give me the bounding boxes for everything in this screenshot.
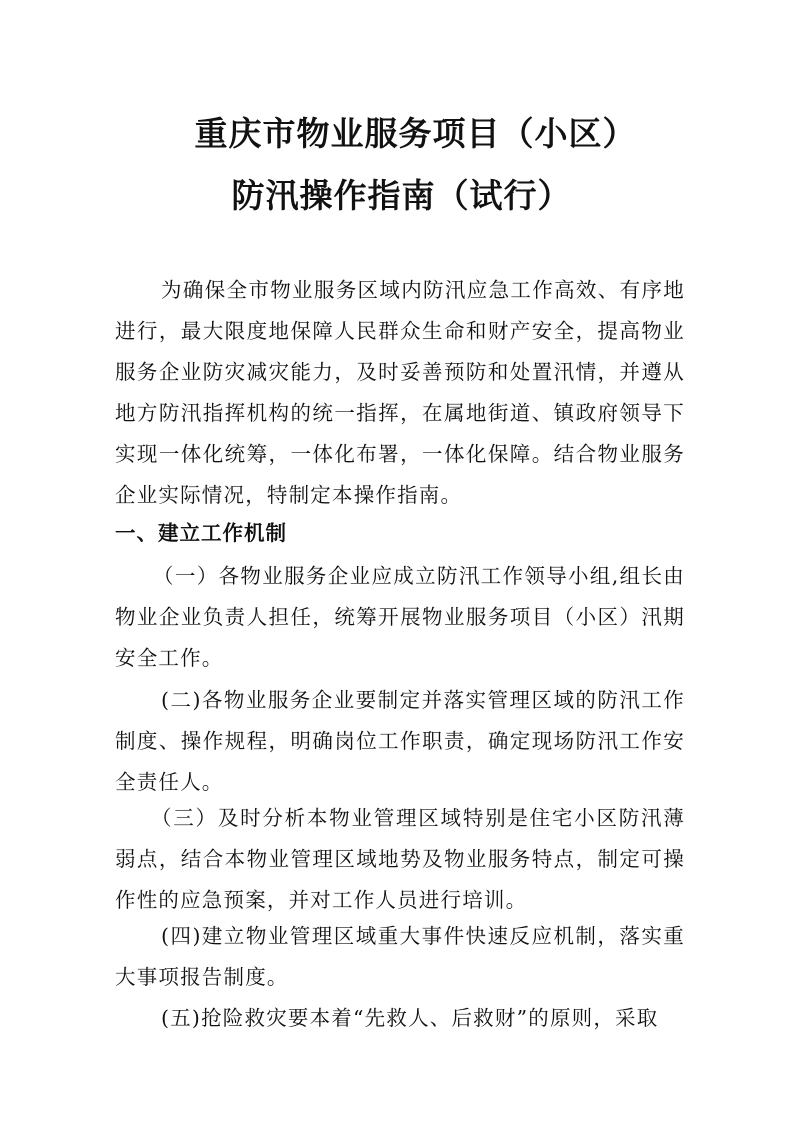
section-item-2: (二)各物业服务企业要制定并落实管理区域的防汛工作制度、操作规程，明确岗位工作职责，确定现场防汛工作安全责任人。 xyxy=(115,688,685,794)
document-title-line-1: 重庆市物业服务项目（小区） xyxy=(194,114,637,153)
document-title-line-2: 防汛操作指南（试行） xyxy=(231,176,572,215)
intro-paragraph: 为确保全市物业服务区域内防汛应急工作高效、有序地进行，最大限度地保障人民群众生命和财产安全，提高物业服务企业防灾减灾能力，及时妥善预防和处置汛情，并遵从地方防汛指挥机构的统一指挥，在属地街道、镇政府领导下实现一体化统筹，一体化布署，一体化保障。结合物业服务企业实际情况，特制定本操作指南。 xyxy=(115,278,685,507)
section-item-1: （一）各物业服务企业应成立防汛工作领导小组,组长由物业企业负责人担任，统筹开展物业服务项目（小区）汛期安全工作。 xyxy=(115,564,685,670)
section-item-5: (五)抢险救灾要本着“先救人、后救财”的原则，采取 xyxy=(161,1006,659,1030)
section-heading: 一、建立工作机制 xyxy=(115,521,287,545)
section-item-3: （三）及时分析本物业管理区域特别是住宅小区防汛薄弱点，结合本物业管理区域地势及物业服务特点，制定可操作性的应急预案，并对工作人员进行培训。 xyxy=(115,806,685,912)
section-item-4: (四)建立物业管理区域重大事件快速反应机制，落实重大事项报告制度。 xyxy=(115,924,685,989)
